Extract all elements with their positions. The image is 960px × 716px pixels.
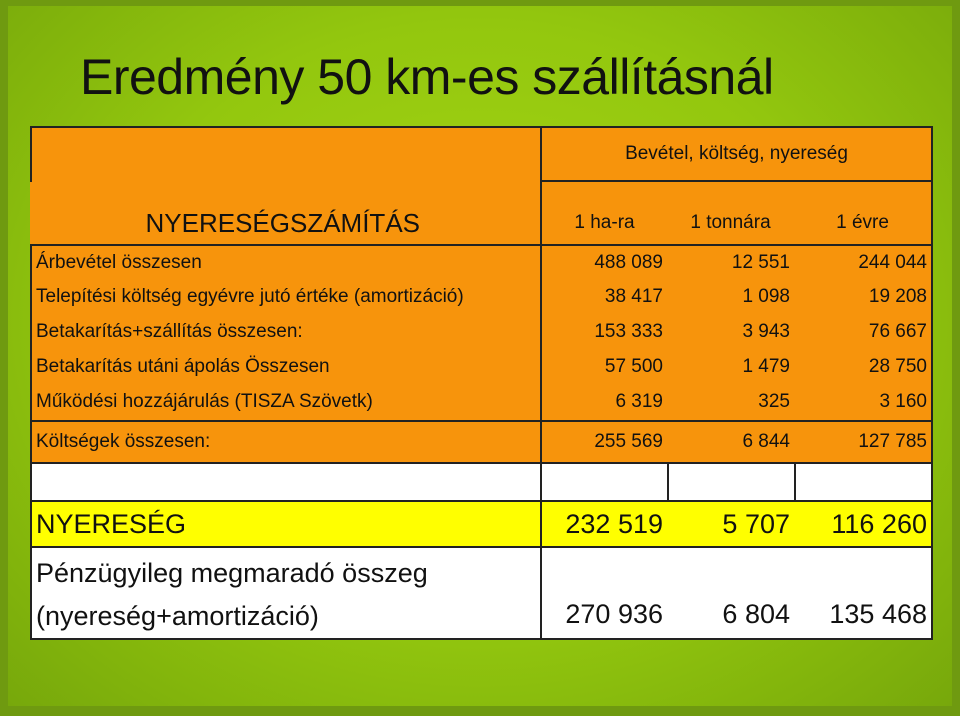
table-cell: 28 750 [794,349,933,384]
table-cell: 6 844 [667,420,794,464]
table-cell: 1 479 [667,349,794,384]
column-header-per-ha: 1 ha-ra [540,182,667,244]
table-cell: 19 208 [794,280,933,314]
spacer-cell [667,464,794,500]
row-label-total-costs: Költségek összesen: [30,420,542,464]
row-label-cash-remaining [30,548,542,640]
spacer-cell [30,464,542,500]
row-label-operating-contribution: Működési hozzájárulás (TISZA Szövetk) [30,384,542,420]
table-cell: 76 667 [794,314,933,349]
table-cell: 6 319 [540,384,667,420]
spacer-cell [794,464,933,500]
cash-label-line-1: Pénzügyileg megmaradó összeg [36,558,428,588]
table-cell: 255 569 [540,420,667,464]
table-cell: 270 936 [540,548,667,640]
table-cell: 244 044 [794,244,933,280]
table-cell: 57 500 [540,349,667,384]
table-cell: 3 943 [667,314,794,349]
table-cell: 153 333 [540,314,667,349]
table-cell: 12 551 [667,244,794,280]
table-cell: 232 519 [540,500,667,548]
table-cell: 6 804 [667,548,794,640]
profit-table [30,126,933,646]
section-title: NYERESÉGSZÁMÍTÁS [30,182,542,244]
spacer-cell [540,464,667,500]
table-cell: 116 260 [794,500,933,548]
column-header-per-year: 1 évre [794,182,933,244]
cash-label-line-2: (nyereség+amortizáció) [36,601,319,631]
row-label-revenue: Árbevétel összesen [30,244,542,280]
table-cell: 488 089 [540,244,667,280]
row-label-harvest-transport: Betakarítás+szállítás összesen: [30,314,542,349]
table-cell: 3 160 [794,384,933,420]
row-label-amortization: Telepítési költség egyévre jutó értéke (amortizáció) [30,280,542,314]
column-header-per-ton: 1 tonnára [667,182,794,244]
table-cell: 1 098 [667,280,794,314]
table-cell: 325 [667,384,794,420]
row-label-post-harvest-care: Betakarítás utáni ápolás Összesen [30,349,542,384]
slide-title: Eredmény 50 km-es szállításnál [80,49,774,105]
table-cell: 5 707 [667,500,794,548]
row-label-profit: NYERESÉG [30,500,542,548]
table-cell: 135 468 [794,548,933,640]
table-cell: 38 417 [540,280,667,314]
group-header: Bevétel, költség, nyereség [540,126,933,182]
table-cell: 127 785 [794,420,933,464]
